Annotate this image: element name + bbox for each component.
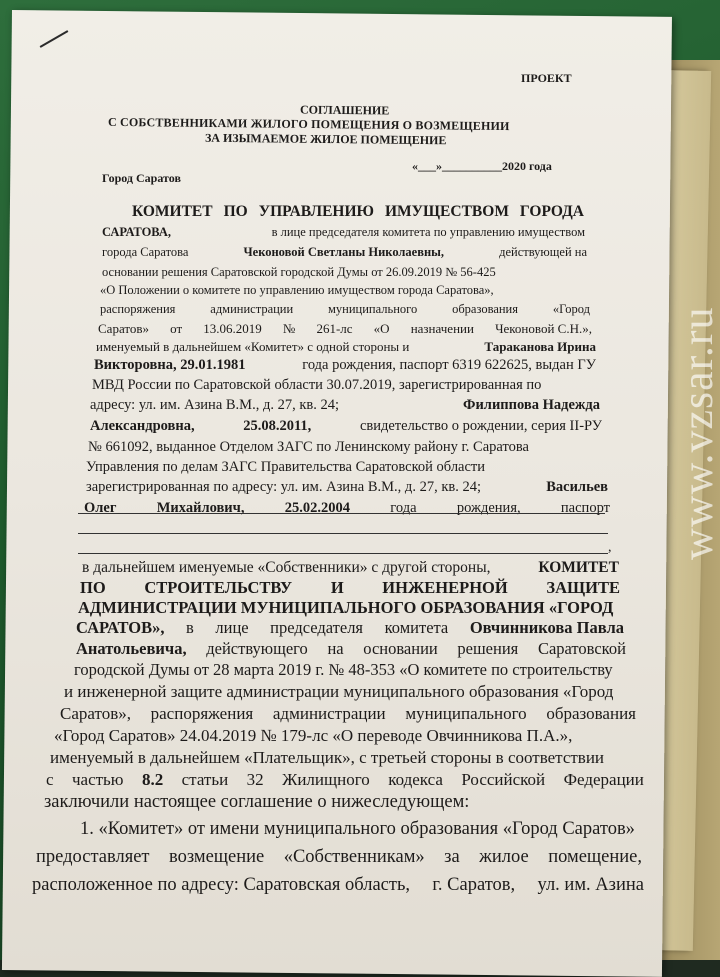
text-segment: 8.2 [141,770,164,789]
text-line [74,662,613,679]
text-segment: статьи [181,770,229,789]
text-line [132,204,584,220]
text-segment: г. Саратов, [432,875,516,895]
text-segment: САРАТОВА, [102,225,171,239]
text-segment: Александровна, [90,418,195,434]
text-segment: в лице председателя комитета по управлению имуществом [271,225,585,239]
date-field: «___»__________2020 года [412,159,552,173]
text-segment: Михайлович, [156,500,245,516]
text-segment: Чеконовой Светланы Николаевны, [243,245,445,259]
blank-line [78,533,608,534]
text-line [96,340,596,353]
text-segment: назначении [410,321,474,336]
text-line [102,246,587,259]
text-segment: 25.02.2004 [284,500,350,516]
text-segment: действующей на [499,245,587,259]
text-segment: муниципального [405,704,527,723]
text-segment: Овчинникова Павла [469,618,624,637]
blank-line [78,553,608,554]
text-line [32,876,644,895]
text-segment: 25.08.2011, [243,418,312,434]
text-segment: «Город [552,302,590,316]
text-segment: «О [373,321,390,336]
text-line [94,358,596,373]
text-segment: № 661092, выданное Отделом ЗАГС по Ленинскому району г. Саратова [88,439,529,455]
text-segment: И [330,578,344,597]
text-line [86,460,485,475]
text-line [86,480,608,495]
text-line [80,580,620,597]
text-segment: паспорт [560,500,610,516]
text-line [102,226,585,239]
text-segment: свидетельство о рождении, серия II-РУ [359,418,602,434]
text-line [64,683,613,700]
text-line [78,600,613,617]
text-segment: рождения, [456,500,521,516]
text-segment: ул. им. Азина [537,875,644,895]
comma: , [608,540,612,555]
text-line [88,440,529,455]
text-segment: комитета [384,618,449,637]
doc-title-line3: ЗА ИЗЫМАЕМОЕ ЖИЛОЕ ПОМЕЩЕНИЕ [204,130,447,148]
text-segment: ИНЖЕНЕРНОЙ [382,578,508,597]
text-segment: предоставляет [36,847,150,867]
text-segment: распоряжения [150,704,254,723]
text-segment: городской Думы от 28 марта 2019 г. № 48-353 «О комитете по строительству [74,660,613,679]
text-segment: КОМИТЕТ [132,203,213,220]
text-segment: адресу: ул. им. Азина В.М., д. 27, кв. 24; [90,397,339,413]
text-segment: САРАТОВ», [76,618,165,637]
text-segment: распоряжения [100,302,176,316]
text-segment: именуемый в дальнейшем «Комитет» с одной стороны и [96,339,410,354]
text-segment: Российской [461,770,546,789]
text-segment: помещение, [548,847,642,867]
text-segment: Тараканова Ирина [484,339,596,354]
text-segment: Управления по делам ЗАГС Правительства Саратовской области [86,459,486,475]
text-segment: Васильев [546,479,608,495]
text-segment: Чеконовой С.Н.», [495,321,592,336]
text-segment: Саратов» [98,321,150,336]
text-line [92,378,541,393]
text-segment: УПРАВЛЕНИЮ [258,203,374,220]
text-line [100,284,494,297]
text-segment: 1. «Комитет» от имени муниципального образования «Город Саратов» [80,819,635,839]
text-line [50,749,604,766]
text-line [102,266,496,279]
text-segment: 13.06.2019 [203,321,262,336]
text-line [54,727,572,744]
text-line [90,419,602,434]
text-segment: от [170,321,183,336]
text-segment: Саратовской [537,639,626,658]
text-segment: и инженерной защите администрации муниципального образования «Город [64,682,614,701]
text-segment: АДМИНИСТРАЦИИ МУНИЦИПАЛЬНОГО ОБРАЗОВАНИЯ «ГОРОД [78,598,614,617]
text-line [60,705,636,722]
text-segment: лице [215,618,249,637]
text-segment: именуемый в дальнейшем «Плательщик», с третьей стороны в соответствии [50,748,605,767]
doc-title-line2: С СОБСТВЕННИКАМИ ЖИЛОГО ПОМЕЩЕНИЯ О ВОЗМЕЩЕНИИ [107,114,510,134]
text-segment: жилое [479,847,529,867]
text-line [44,793,469,812]
text-segment: ГОРОДА [519,203,584,220]
text-segment: № [282,321,296,336]
text-segment: 261-лс [316,321,353,336]
text-segment: Жилищного [282,770,370,789]
text-segment: заключили настоящее соглашение о нижеследующем: [44,792,470,812]
text-segment: основании решения Саратовской городской Думы от 26.09.2019 № 56-425 [102,265,496,279]
text-segment: в [186,618,194,637]
text-segment: года [390,500,417,516]
text-segment: кодекса [388,770,443,789]
text-segment: ИМУЩЕСТВОМ [384,203,509,220]
text-line [36,848,642,867]
text-segment: администрации [210,302,294,316]
text-line [80,820,635,839]
text-segment: ПО [223,203,248,220]
text-segment: председателя [270,618,364,637]
text-line [90,398,600,413]
text-segment: 32 [246,770,264,789]
text-segment: образования [452,302,518,316]
text-segment: за [444,847,460,867]
text-segment: «Город Саратов» 24.04.2019 № 179-лс «О переводе Овчинникова П.А.», [54,726,573,745]
text-segment: Филиппова Надежда [463,397,600,413]
text-segment: города Саратова [102,245,189,259]
text-segment: Олег [84,500,117,516]
text-line [82,560,619,576]
text-segment: действующего [206,639,308,658]
text-segment: решения [457,639,519,658]
text-segment: Федерации [563,770,644,789]
text-segment: Саратов», [60,704,131,723]
text-segment: расположенное по адресу: Саратовская область, [32,875,411,895]
text-line [100,303,590,316]
text-line [76,620,624,637]
draft-label: ПРОЕКТ [521,71,572,85]
city-label: Город Саратов [102,171,181,185]
blank-line [78,513,605,514]
text-segment: ЗАЩИТЕ [546,578,620,597]
text-segment: на [327,639,344,658]
text-segment: КОМИТЕТ [538,559,619,576]
text-segment: Викторовна, 29.01.1981 [94,357,246,373]
text-line [98,322,592,335]
text-segment: в дальнейшем именуемые «Собственники» с другой стороны, [82,559,491,576]
text-segment: ПО [80,578,106,597]
text-segment: возмещение [168,847,265,867]
text-segment: года рождения, паспорт 6319 622625, выдан ГУ [302,357,596,373]
text-segment: «О Положении о комитете по управлению имуществом города Саратова», [100,283,494,297]
text-line [76,641,626,658]
watermark [672,500,720,560]
text-segment: муниципального [328,302,418,316]
text-segment: МВД России по Саратовской области 30.07.2019, зарегистрированная по [92,377,542,393]
text-segment: с [46,770,54,789]
text-segment: образования [546,704,636,723]
text-segment: администрации [272,704,386,723]
text-segment: частью [71,770,124,789]
text-segment: основании [363,639,438,658]
text-segment: зарегистрированная по адресу: ул. им. Азина В.М., д. 27, кв. 24; [86,479,481,495]
text-segment: Анатольевича, [76,639,187,658]
text-segment: СТРОИТЕЛЬСТВУ [144,578,293,597]
text-line [46,771,644,788]
doc-title: СОГЛАШЕНИЕ [299,102,390,118]
text-segment: «Собственникам» [283,847,425,867]
